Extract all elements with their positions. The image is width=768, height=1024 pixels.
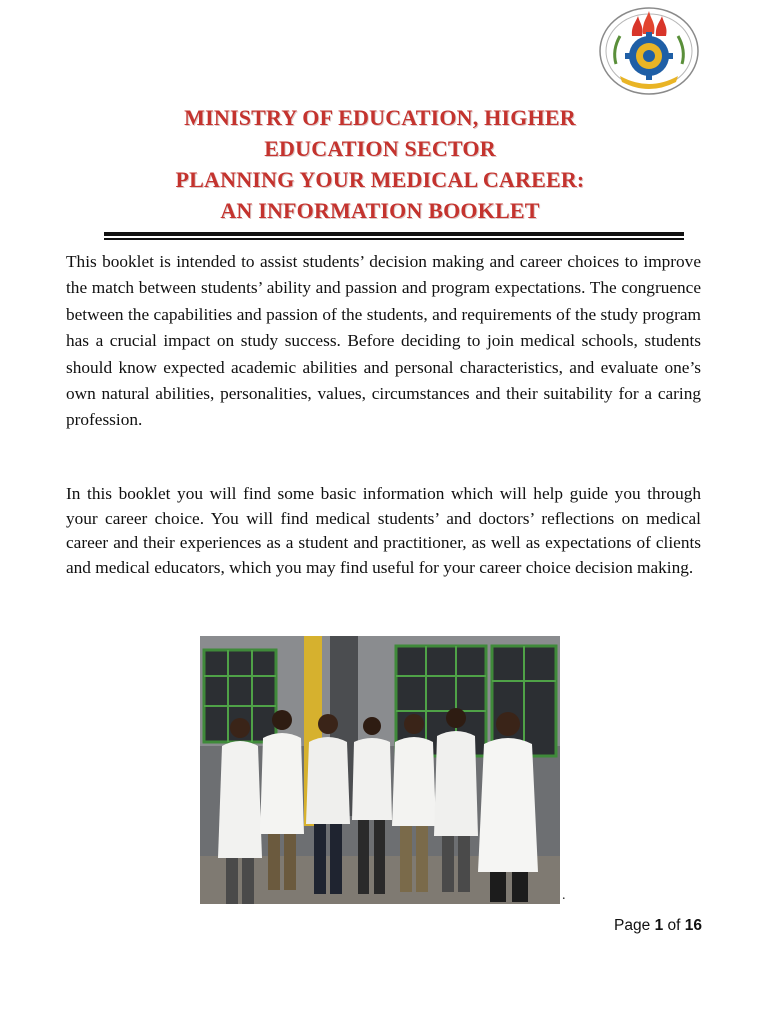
photo-trailing-mark: . [562, 888, 566, 903]
title-line-1: MINISTRY OF EDUCATION, HIGHER [184, 105, 576, 130]
title-line-2: EDUCATION SECTOR [264, 136, 496, 161]
title-divider [104, 232, 684, 240]
page-of: of [667, 917, 681, 934]
page-word: Page [614, 917, 651, 934]
medical-students-photo [200, 636, 560, 904]
page-number [614, 917, 702, 935]
intro-paragraph: This booklet is intended to assist students’ decision making and career choices to improve the match between students’ ability and passion and program expectations. The congruence between the capabilities and passion of the students, and requirements of the study program has a crucial impact on study success. Before deciding to join medical schools, students should know expected academic abilities and personal characteristics, and evaluate one’s own natural abilities, personalities, values, circumstances and their suitability for a caring profession. [66, 252, 701, 430]
title-line-3: PLANNING YOUR MEDICAL CAREER: [175, 167, 585, 192]
guide-paragraph: In this booklet you will find some basic information which will help guide you through your career choice. You will find medical students’ and doctors’ reflections on medical career and their experiences as a student and practitioner, as well as expectations of clients and medical educators, which you may find useful for your career choice decision making. [66, 484, 701, 577]
booklet-title [90, 102, 670, 226]
ministry-emblem-icon [598, 6, 700, 96]
page-current: 1 [654, 917, 664, 934]
title-line-4: AN INFORMATION BOOKLET [220, 198, 540, 223]
page-total: 16 [684, 917, 702, 934]
